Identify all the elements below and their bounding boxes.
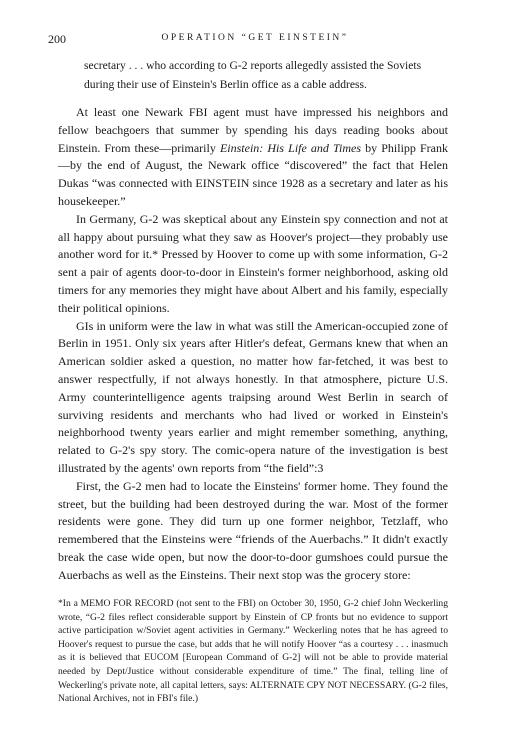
paragraph-1: [58, 104, 448, 211]
paragraph-1-text-before: At least one Newark FBI agent must have impressed his neighbors and fellow beachgoers that summer by spending his days reading books about Einstein. From these—primarily: [58, 105, 448, 155]
paragraph-4: First, the G-2 men had to locate the Einsteins' former home. They found the street, but the building had been destroyed during the war. Most of the former residents were gone. They did turn up one former neighbor, Tetzlaff, who remembered that the Einsteins were “friends of the Auerbachs.” It didn't exactly break the case wide open, but now the door-to-door gumshoes could pursue the Auerbachs as well as the Einsteins. Their next stop was the grocery store:: [58, 478, 448, 582]
page-number: 200: [48, 32, 66, 46]
paragraph-1-text-after: by Philipp Frank—by the end of August, the Newark office “discovered” the fact that Helen Dukas “was connected with EINSTEIN since 1928 as a secretary and later as his housekeeper.”: [58, 140, 449, 208]
body-text: [58, 104, 448, 585]
paragraph-3: GIs in uniform were the law in what was still the American-occupied zone of Berlin in 1951. Only six years after Hitler's defeat, Germans knew that when an American soldier asked a question, no matter how far-fetched, it was best to answer respectfully, if not always honestly. In that atmosphere, picture U.S. Army counterintelligence agents traipsing around West Berlin in search of surviving residents and merchants who had lived or worked in Einstein's neighborhood twenty years earlier and might remember something, anything, related to G-2's spy story. The comic-opera nature of the investigation is best illustrated by the agents' own reports from “the field”:3: [58, 318, 448, 475]
book-title: Einstein: His Life and Times: [219, 140, 362, 155]
paragraph-2: In Germany, G-2 was skeptical about any Einstein spy connection and not at all happy about pursuing what they saw as Hoover's project—they probably use another word for it.* Pressed by Hoover to come up with some information, G-2 sent a pair of agents door-to-door in Einstein's former neighborhood, asking old timers for any memories they might have about Albert and his family, especially their political opinions.: [58, 211, 448, 315]
footnote: *In a MEMO FOR RECORD (not sent to the FBI) on October 30, 1950, G-2 chief John Weckerling wrote, “G-2 files reflect considerable support by Einstein of CP fronts but no evidence to support active participation w/Soviet agent activities in Germany.” Weckerling notes that he has agreed to Hoover's request to pursue the case, but adds that he will notify Hoover “as a courtesy . . . inasmuch as it is believed that EUCOM [European Command of G-2] will not be able to provide material needed by Dept/Justice without considerable expenditure of time.” The final, telling line of Weckerling's private note, all capital letters, says: ALTERNATE CPY NOT NECESSARY. (G-2 files, National Archives, not in FBI's file.): [58, 598, 448, 705]
block-quote: secretary . . . who according to G-2 reports allegedly assisted the Soviets during their use of Einstein's Berlin office as a cable address.: [84, 59, 422, 91]
page-header: [48, 32, 462, 48]
running-head: OPERATION “GET EINSTEIN”: [161, 33, 349, 43]
